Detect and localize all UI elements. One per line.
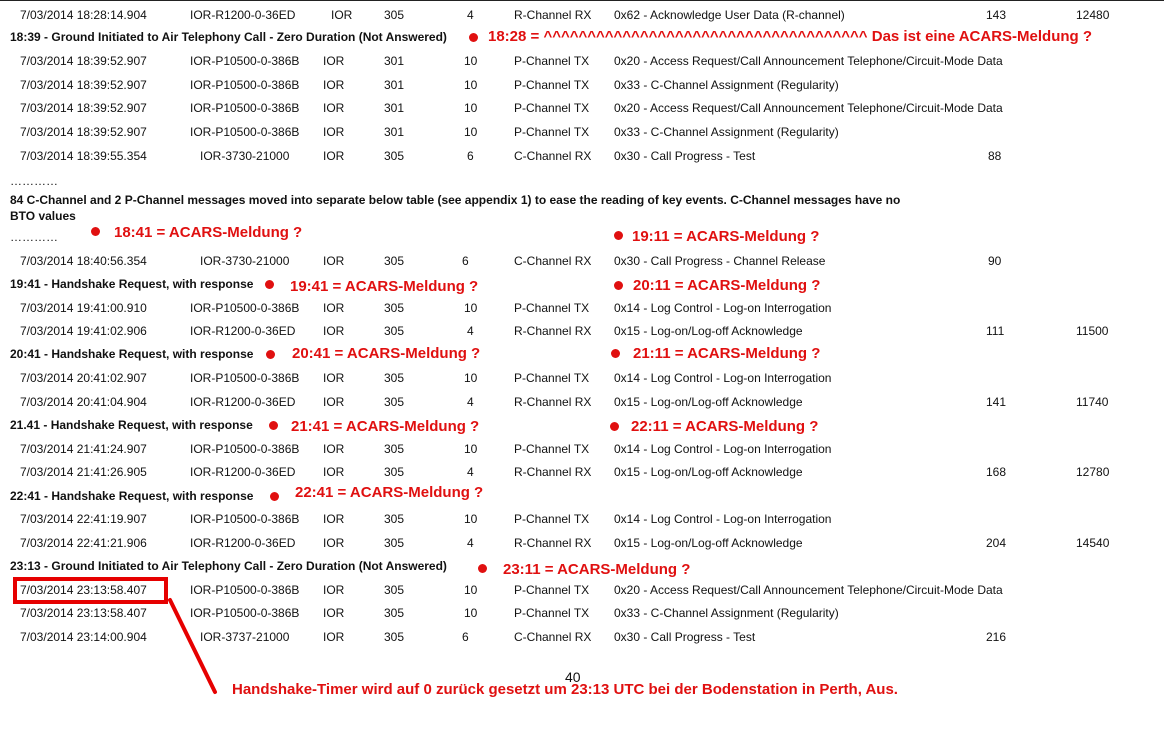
message: 0x15 - Log-on/Log-off Acknowledge [614,536,803,550]
timestamp: 7/03/2014 22:41:19.907 [20,512,147,526]
direction: R-Channel RX [514,324,592,338]
channel: 305 [384,395,405,409]
channel: 305 [384,371,405,385]
terminal-id: IOR-P10500-0-386B [190,125,300,139]
region: IOR [323,465,345,479]
priority: 4 [467,465,474,479]
timestamp: 7/03/2014 19:41:00.910 [20,301,147,315]
region: IOR [323,371,345,385]
ellipsis: ………… [10,230,58,244]
annotation-2111: 21:11 = ACARS-Meldung ? [633,345,821,362]
priority: 10 [464,512,478,526]
message: 0x20 - Access Request/Call Announcement Telephone/Circuit-Mode Data [614,101,1003,115]
timestamp: 7/03/2014 18:40:56.354 [20,254,147,268]
annotation-2211: 22:11 = ACARS-Meldung ? [631,418,819,435]
terminal-id: IOR-R1200-0-36ED [190,465,296,479]
timestamp: 7/03/2014 18:39:52.907 [20,78,147,92]
terminal-id: IOR-R1200-0-36ED [190,324,296,338]
terminal-id: IOR-P10500-0-386B [190,583,300,597]
region: IOR [323,254,345,268]
timestamp: 7/03/2014 18:39:52.907 [20,54,147,68]
annotation-1828: 18:28 = ^^^^^^^^^^^^^^^^^^^^^^^^^^^^^^^^^^^^^ Das ist eine ACARS-Meldung ? [488,28,1093,45]
direction: P-Channel TX [514,371,590,385]
terminal-id: IOR-P10500-0-386B [190,371,300,385]
timestamp: 7/03/2014 23:13:58.407 [20,606,147,620]
terminal-id: IOR-R1200-0-36ED [190,395,296,409]
direction: P-Channel TX [514,512,590,526]
bto-value: 168 [986,465,1007,479]
priority: 10 [464,583,478,597]
region: IOR [323,324,345,338]
channel: 301 [384,78,405,92]
channel: 301 [384,125,405,139]
message: 0x20 - Access Request/Call Announcement Telephone/Circuit-Mode Data [614,54,1003,68]
channel: 305 [384,301,405,315]
message: 0x20 - Access Request/Call Announcement Telephone/Circuit-Mode Data [614,583,1003,597]
region: IOR [323,512,345,526]
terminal-id: IOR-P10500-0-386B [190,442,300,456]
region: IOR [323,149,345,163]
message: 0x30 - Call Progress - Channel Release [614,254,826,268]
channel: 305 [384,465,405,479]
region: IOR [323,395,345,409]
timestamp: 7/03/2014 21:41:26.905 [20,465,147,479]
channel: 301 [384,101,405,115]
priority: 4 [467,8,474,22]
terminal-id: IOR-R1200-0-36ED [190,536,296,550]
timestamp: 7/03/2014 20:41:04.904 [20,395,147,409]
bto-value: 143 [986,8,1007,22]
direction: C-Channel RX [514,630,592,644]
channel: 305 [384,630,405,644]
region: IOR [323,536,345,550]
priority: 4 [467,536,474,550]
direction: C-Channel RX [514,254,592,268]
channel: 305 [384,606,405,620]
message: 0x62 - Acknowledge User Data (R-channel) [614,8,845,22]
annotation-handshake-timer: Handshake-Timer wird auf 0 zurück gesetzt um 23:13 UTC bei der Bodenstation in Perth, Aus. [232,681,898,698]
bto-value: 90 [988,254,1002,268]
priority: 6 [467,149,474,163]
message: 0x14 - Log Control - Log-on Interrogation [614,442,832,456]
channel: 305 [384,324,405,338]
priority: 6 [462,630,469,644]
channel: 305 [384,583,405,597]
timestamp: 7/03/2014 19:41:02.906 [20,324,147,338]
direction: P-Channel TX [514,583,590,597]
ellipsis: ………… [10,174,58,188]
direction: P-Channel TX [514,54,590,68]
direction: P-Channel TX [514,442,590,456]
timestamp: 7/03/2014 22:41:21.906 [20,536,147,550]
message: 0x14 - Log Control - Log-on Interrogation [614,512,832,526]
bto-value: 88 [988,149,1002,163]
message: 0x15 - Log-on/Log-off Acknowledge [614,465,803,479]
channel: 305 [384,149,405,163]
message: 0x15 - Log-on/Log-off Acknowledge [614,324,803,338]
priority: 10 [464,78,478,92]
annotation-1941: 19:41 = ACARS-Meldung ? [290,278,479,295]
priority: 10 [464,371,478,385]
channel: 305 [384,8,405,22]
priority: 10 [464,442,478,456]
terminal-id: IOR-P10500-0-386B [190,606,300,620]
region: IOR [323,606,345,620]
timestamp: 7/03/2014 18:39:52.907 [20,125,147,139]
direction: C-Channel RX [514,149,592,163]
message: 0x30 - Call Progress - Test [614,630,756,644]
section-heading: 20:41 - Handshake Request, with response [10,347,254,361]
section-heading: 23:13 - Ground Initiated to Air Telephony Call - Zero Duration (Not Answered) [10,559,447,573]
priority: 10 [464,54,478,68]
bfo-value: 14540 [1076,536,1110,550]
moved-messages-note: 84 C-Channel and 2 P-Channel messages moved into separate below table (see appendix 1) to ease the reading of key events. C-Channel messages have no [10,193,901,207]
section-heading: 19:41 - Handshake Request, with response [10,277,254,291]
channel: 305 [384,512,405,526]
timestamp: 7/03/2014 20:41:02.907 [20,371,147,385]
region: IOR [331,8,353,22]
annotation-1911: 19:11 = ACARS-Meldung ? [632,228,820,245]
timestamp: 7/03/2014 21:41:24.907 [20,442,147,456]
direction: P-Channel TX [514,125,590,139]
moved-messages-note-cont: BTO values [10,209,76,223]
annotation-2311: 23:11 = ACARS-Meldung ? [503,561,691,578]
message: 0x33 - C-Channel Assignment (Regularity) [614,78,839,92]
annotation-2141: 21:41 = ACARS-Meldung ? [291,418,480,435]
terminal-id: IOR-3730-21000 [200,149,290,163]
priority: 6 [462,254,469,268]
timestamp: 7/03/2014 18:39:52.907 [20,101,147,115]
priority: 10 [464,101,478,115]
bfo-value: 11500 [1076,324,1109,338]
message: 0x14 - Log Control - Log-on Interrogation [614,301,832,315]
bto-value: 216 [986,630,1007,644]
region: IOR [323,583,345,597]
message: 0x15 - Log-on/Log-off Acknowledge [614,395,803,409]
channel: 305 [384,254,405,268]
region: IOR [323,54,345,68]
message: 0x33 - C-Channel Assignment (Regularity) [614,606,839,620]
terminal-id: IOR-P10500-0-386B [190,512,300,526]
direction: R-Channel RX [514,395,592,409]
region: IOR [323,125,345,139]
priority: 4 [467,395,474,409]
annotation-1841: 18:41 = ACARS-Meldung ? [114,224,303,241]
terminal-id: IOR-P10500-0-386B [190,54,300,68]
timestamp: 7/03/2014 23:13:58.407 [20,583,147,597]
region: IOR [323,78,345,92]
direction: P-Channel TX [514,101,590,115]
terminal-id: IOR-3737-21000 [200,630,290,644]
timestamp: 7/03/2014 23:14:00.904 [20,630,147,644]
region: IOR [323,442,345,456]
priority: 10 [464,606,478,620]
timestamp: 7/03/2014 18:28:14.904 [20,8,147,22]
section-heading: 18:39 - Ground Initiated to Air Telephony Call - Zero Duration (Not Answered) [10,30,447,44]
bfo-value: 12480 [1076,8,1110,22]
section-heading: 22:41 - Handshake Request, with response [10,489,254,503]
message: 0x14 - Log Control - Log-on Interrogation [614,371,832,385]
page-number: 40 [565,669,581,685]
bfo-value: 12780 [1076,465,1110,479]
bto-value: 141 [986,395,1007,409]
section-heading: 21.41 - Handshake Request, with response [10,418,253,432]
region: IOR [323,101,345,115]
message: 0x30 - Call Progress - Test [614,149,756,163]
timestamp: 7/03/2014 18:39:55.354 [20,149,147,163]
region: IOR [323,301,345,315]
bfo-value: 11740 [1076,395,1109,409]
message: 0x33 - C-Channel Assignment (Regularity) [614,125,839,139]
priority: 4 [467,324,474,338]
region: IOR [323,630,345,644]
direction: P-Channel TX [514,606,590,620]
direction: R-Channel RX [514,8,592,22]
terminal-id: IOR-P10500-0-386B [190,101,300,115]
terminal-id: IOR-3730-21000 [200,254,290,268]
channel: 305 [384,536,405,550]
channel: 301 [384,54,405,68]
priority: 10 [464,125,478,139]
direction: P-Channel TX [514,301,590,315]
terminal-id: IOR-P10500-0-386B [190,78,300,92]
bto-value: 111 [986,324,1005,338]
bto-value: 204 [986,536,1007,550]
annotation-2041: 20:41 = ACARS-Meldung ? [292,345,481,362]
terminal-id: IOR-P10500-0-386B [190,301,300,315]
channel: 305 [384,442,405,456]
terminal-id: IOR-R1200-0-36ED [190,8,296,22]
priority: 10 [464,301,478,315]
direction: P-Channel TX [514,78,590,92]
direction: R-Channel RX [514,536,592,550]
annotation-2011: 20:11 = ACARS-Meldung ? [633,277,821,294]
annotation-2241: 22:41 = ACARS-Meldung ? [295,484,484,501]
direction: R-Channel RX [514,465,592,479]
